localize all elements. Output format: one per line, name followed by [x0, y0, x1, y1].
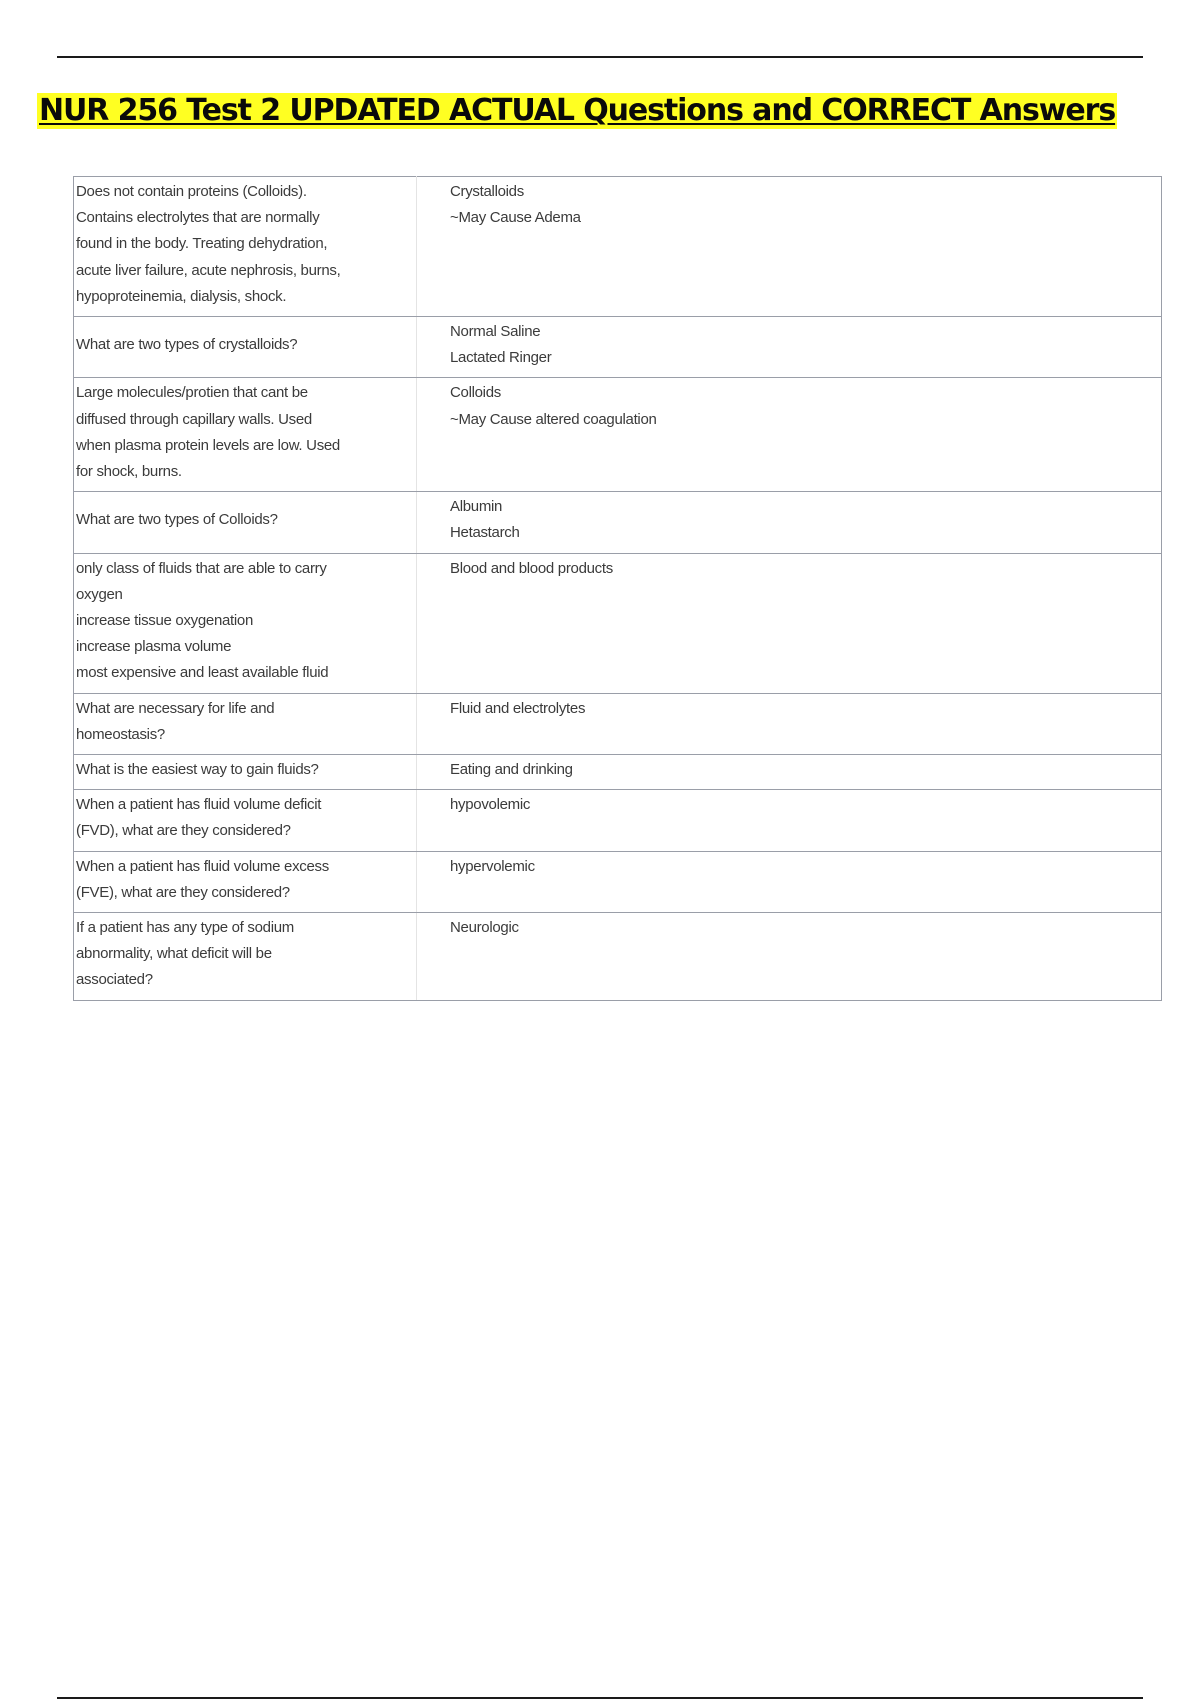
table-row: [74, 492, 1162, 553]
question-cell: What are two types of Colloids?: [74, 492, 417, 553]
table-row: [74, 177, 1162, 317]
answer-cell: Normal Saline Lactated Ringer: [417, 317, 1162, 378]
answer-cell: Neurologic: [417, 913, 1162, 1001]
table-row: [74, 755, 1162, 790]
question-cell: What are necessary for life and homeostasis?: [74, 693, 417, 754]
question-cell: What are two types of crystalloids?: [74, 317, 417, 378]
answer-cell: Colloids ~May Cause altered coagulation: [417, 378, 1162, 492]
question-cell: If a patient has any type of sodium abnormality, what deficit will be associated?: [74, 913, 417, 1001]
question-cell: When a patient has fluid volume excess (FVE), what are they considered?: [74, 851, 417, 912]
table-row: [74, 693, 1162, 754]
table-row: [74, 378, 1162, 492]
table-row: [74, 851, 1162, 912]
top-rule: [57, 56, 1143, 58]
answer-cell: Crystalloids ~May Cause Adema: [417, 177, 1162, 317]
document-title: NUR 256 Test 2 UPDATED ACTUAL Questions and CORRECT Answers: [39, 93, 1116, 128]
question-cell: What is the easiest way to gain fluids?: [74, 755, 417, 790]
answer-cell: hypovolemic: [417, 790, 1162, 851]
answer-cell: Fluid and electrolytes: [417, 693, 1162, 754]
bottom-rule: [57, 1697, 1143, 1699]
qa-table: [73, 176, 1162, 1001]
question-cell: When a patient has fluid volume deficit (FVD), what are they considered?: [74, 790, 417, 851]
table-row: [74, 317, 1162, 378]
answer-cell: Eating and drinking: [417, 755, 1162, 790]
title-block: [37, 93, 1117, 129]
question-cell: only class of fluids that are able to carry oxygen increase tissue oxygenation increase plasma volume most expensive and least available fluid: [74, 553, 417, 693]
answer-cell: Blood and blood products: [417, 553, 1162, 693]
table-row: [74, 553, 1162, 693]
question-cell: Large molecules/protien that cant be diffused through capillary walls. Used when plasma protein levels are low. Used for shock, burns.: [74, 378, 417, 492]
answer-cell: Albumin Hetastarch: [417, 492, 1162, 553]
table-row: [74, 913, 1162, 1001]
question-cell: Does not contain proteins (Colloids). Contains electrolytes that are normally found in the body. Treating dehydration, acute liver failure, acute nephrosis, burns, hypoproteinemia, dialysis, shock.: [74, 177, 417, 317]
answer-cell: hypervolemic: [417, 851, 1162, 912]
table-row: [74, 790, 1162, 851]
